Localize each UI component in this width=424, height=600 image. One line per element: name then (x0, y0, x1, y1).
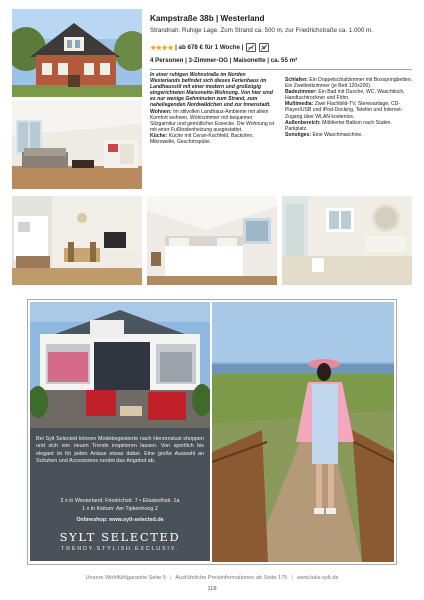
multimedia-paragraph: Multimedia: Zwei Flachbild-TV, Stereoanlage, CD-Player/USB und iPod-Docking, Telefon und Internet-Zugang über WLAN kostenlos. (285, 101, 403, 120)
footer-separator: | (169, 575, 172, 581)
description-left-column (150, 72, 277, 145)
wohnen-paragraph: Wohnen: Im stilvollen Landhaus-Ambiente mit allem Komfort wohnen. Wohnzimmer mit bequemer Sitzgarnitur und gemütlicher Essecke. Die Wohnung ist mit einer Fußbodenheizung ausgestattet. (150, 108, 275, 133)
divider (150, 69, 412, 70)
sylt-selected-tagline: TRENDY.STYLISH.EXCLUSIV. (61, 546, 179, 552)
price-row (150, 43, 269, 52)
house-exterior-photo (12, 9, 142, 97)
living-room-photo (12, 100, 142, 189)
intro-text: In einer ruhigen Wohnstraße im Norden Westerlands befindet sich dieses Ferienhaus im Landhausstil mit einer modern und großzügig eingerichteten Maisonette-Wohnung. Von hier sind es nur wenige Gehminuten zum Strand, zum naheliegenden Nordwäldchen und zur Innenstadt. (150, 72, 273, 109)
ad-onlineshop-link[interactable]: Onlineshop: www.sylt-selected.de (76, 517, 164, 523)
kueche-paragraph: Küche: Küche mit Ceran-Kochfeld, Backofen, Mikrowelle, Geschirrspüler. (150, 132, 254, 146)
page-number: 118 (207, 586, 217, 592)
footer-guarantee-link[interactable]: Unsere Wohlfühlgarantie Seite 5 (85, 575, 166, 581)
price-text: | ab 678 € für 1 Woche | (175, 44, 244, 51)
footer-separator: | (291, 575, 293, 581)
description-right-column (285, 77, 415, 138)
footer-price-info-link[interactable]: Ausführliche Preisinformationen ab Seite 175 (175, 575, 288, 581)
bad-paragraph: Badezimmer: Ein Bad mit Dusche, WC, Waschtisch, Handtuchtrockner und Föhn. (285, 89, 405, 102)
sonstiges-paragraph: Sonstiges: Eine Waschmaschine. (285, 131, 363, 138)
ad-location-keitum: 1 x in Keitum: Am Tipkenhoog 2 (82, 506, 158, 512)
ad-body-text: Bei Sylt Selected können Modebegeisterte nach Herzenslust shoppen und sich von neuen Trends inspirieren lassen. Von sportlich bis elegant ist für jeden Anlass etwas dabei. Eine große Auswahl an Schuhen und Accessoires rundet das Angebot ab. (36, 436, 204, 464)
page-footer (0, 575, 424, 581)
star-rating-icon: ★★★★ (150, 44, 174, 52)
listing-title: Kampstraße 38b | Westerland (150, 14, 265, 23)
schlafen-paragraph: Schlafen: Ein Doppelschlafzimmer mit Boxspringbetten. Ein Zweibettzimmer (je Bett 120x200). (285, 77, 413, 90)
listing-subtitle: Strandnah. Ruhige Lage. Zum Strand ca. 500 m, zur Friedrichstraße ca. 1.000 m. (150, 27, 373, 34)
sylt-selected-logo: SYLT SELECTED (59, 530, 181, 544)
boutique-storefront-photo (30, 302, 210, 428)
footer-website-link[interactable]: www.bals-sylt.de (296, 575, 339, 581)
no-smoking-icon (246, 43, 256, 52)
ad-location-westerland: 2 x in Westerland: Friedrichstr. 7 • Elisabethstr. 1a (60, 498, 180, 504)
aussen-paragraph: Außenbereich: Möblierter Balkon nach Süden. Parkplatz. (285, 119, 392, 132)
kitchen-photo (12, 196, 142, 285)
ad-text-panel (30, 428, 210, 561)
bathroom-photo (282, 196, 412, 285)
apartment-facts: 4 Personen | 3-Zimmer-OG | Maisonette | ca. 55 m² (150, 57, 298, 64)
beach-boardwalk-photo (212, 302, 394, 562)
bedroom-photo (147, 196, 277, 285)
no-pets-icon (259, 43, 269, 52)
